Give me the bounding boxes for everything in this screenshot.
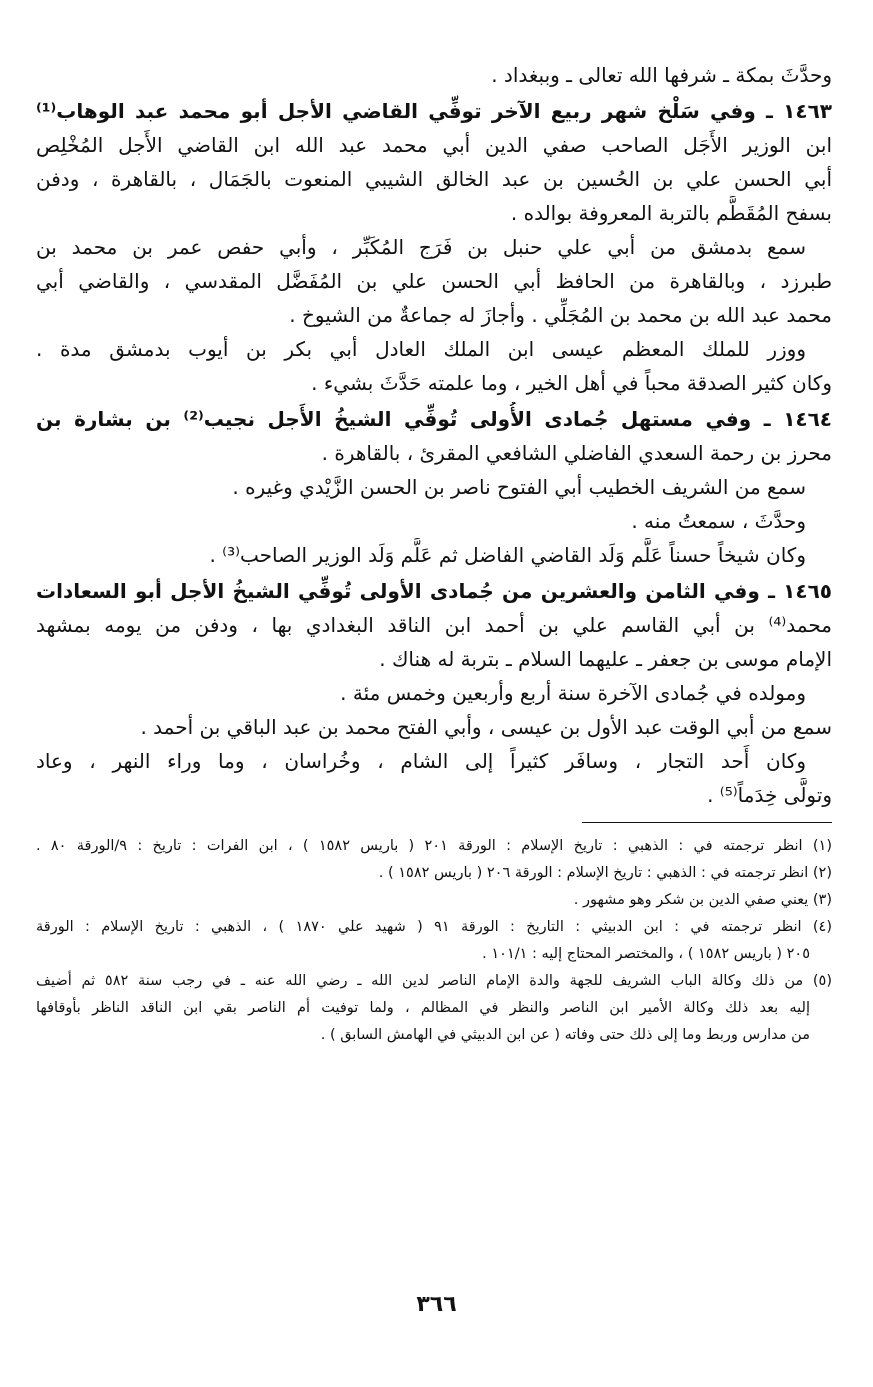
footnote-5: (٥) من ذلك وكالة الباب الشريف للجهة والدة الإمام الناصر لدين الله ـ رضي الله عنه ـ في رجب سنة ٥٨٢ ثم أضيف bbox=[36, 973, 832, 989]
text-line: سمع بدمشق من أبي علي حنبل بن فَرَج المُكَبِّر ، وأبي حفص عمر بن محمد بن bbox=[36, 235, 806, 259]
footnote-5-continued: من مدارس وربط وما إلى ذلك حتى وفاته ( عن ابن الدبيثي في الهامش السابق ) . bbox=[320, 1027, 810, 1043]
text-line: وكان أَحد التجار ، وسافَر كثيراً إلى الشام ، وخُراسان ، وما وراء النهر ، وعاد bbox=[36, 749, 806, 773]
book-page bbox=[36, 58, 832, 1049]
text-line: ابن الوزير الأَجَل الصاحب صفي الدين أبي محمد عبد الله ابن القاضي الأَجل المُخْلِص bbox=[36, 133, 832, 157]
footnote-4-continued: ٢٠٥ ( باريس ١٥٨٢ ) ، والمختصر المحتاج إليه : ١٠١/١ . bbox=[482, 946, 810, 962]
page-number: ٣٦٦ bbox=[416, 1292, 457, 1317]
text-line: محمد⁽⁴⁾ بن أبي القاسم علي بن أحمد ابن الناقد البغدادي بها ، ودفن من يومه بمشهد bbox=[36, 613, 832, 637]
text-line: محمد عبد الله بن محمد بن المُجَلِّي . وأجازَ له جماعةٌ من الشيوخ . bbox=[289, 303, 832, 327]
text-line: وحدَّثَ ، سمعتُ منه . bbox=[631, 509, 806, 533]
footnote-2: (٢) انظر ترجمته في : الذهبي : تاريخ الإسلام : الورقة ٢٠٦ ( باريس ١٥٨٢ ) . bbox=[378, 865, 832, 881]
text-line: وكان كثير الصدقة محباً في أهل الخير ، وما علمته حَدَّثَ بشيء . bbox=[311, 371, 832, 395]
text-line: سمع من الشريف الخطيب أبي الفتوح ناصر بن الحسن الزَّيْدي وغيره . bbox=[232, 475, 806, 499]
footnote-5-continued: إليه بعد ذلك وكالة الأمير ابن الناصر والنظر في المظالم ، ولما توفيت أم الناصر بقي ابن الناقد الناظر بأوقافها bbox=[36, 1000, 810, 1016]
footnote-3: (٣) يعني صفي الدين بن شكر وهو مشهور . bbox=[573, 892, 832, 908]
text-line: وتولَّى خِدَماً⁽⁵⁾ . bbox=[707, 783, 832, 807]
text-line: وحدَّثَ بمكة ـ شرفها الله تعالى ـ وببغداد . bbox=[491, 63, 832, 87]
text-line: طبرزد ، وبالقاهرة من الحافظ أبي الحسن علي بن المُفَضَّل المقدسي ، والقاضي أبي bbox=[36, 269, 832, 293]
text-line: ووزر للملك المعظم عيسى ابن الملك العادل أبي بكر بن أيوب بدمشق مدة . bbox=[36, 337, 806, 361]
text-line: وكان شيخاً حسناً عَلَّم وَلَد القاضي الفاضل ثم عَلَّم وَلَد الوزير الصاحب⁽³⁾ . bbox=[209, 543, 806, 567]
entry-1464-heading: ١٤٦٤ ـ وفي مستهل جُمادى الأُولى تُوفِّي الشيخُ الأَجل نجيب⁽²⁾ بن بشارة بن bbox=[36, 407, 832, 431]
text-line: محرز بن رحمة السعدي الفاضلي الشافعي المقرئ ، بالقاهرة . bbox=[321, 441, 832, 465]
entry-1465-heading: ١٤٦٥ ـ وفي الثامن والعشرين من جُمادى الأولى تُوفِّي الشيخُ الأجل أبو السعادات bbox=[36, 579, 832, 603]
text-line: ومولده في جُمادى الآخرة سنة أربع وأربعين وخمس مئة . bbox=[340, 681, 806, 705]
text-line: سمع من أبي الوقت عبد الأول بن عيسى ، وأبي الفتح محمد بن عبد الباقي بن أحمد . bbox=[140, 715, 832, 739]
footnote-1: (١) انظر ترجمته في : الذهبي : تاريخ الإسلام : الورقة ٢٠١ ( باريس ١٥٨٢ ) ، ابن الفرات : تاريخ : ٩/الورقة ٨٠ . bbox=[36, 838, 832, 854]
footnote-4: (٤) انظر ترجمته في : ابن الدبيثي : التاريخ : الورقة ٩١ ( شهيد علي ١٨٧٠ ) ، الذهبي : تاريخ الإسلام : الورقة bbox=[36, 919, 832, 935]
text-line: بسفح المُقَطَّم بالتربة المعروفة بوالده . bbox=[510, 201, 832, 225]
text-line: أبي الحسن علي بن الحُسين بن عبد الخالق الشيبي المنعوت بالجَمَال ، بالقاهرة ، ودفن bbox=[36, 167, 832, 191]
text-line: الإمام موسى بن جعفر ـ عليهما السلام ـ بتربة له هناك . bbox=[379, 647, 832, 671]
footnote-separator bbox=[582, 822, 832, 823]
entry-1463-heading: ١٤٦٣ ـ وفي سَلْخ شهر ربيع الآخر توفِّي القاضي الأجل أبو محمد عبد الوهاب⁽¹⁾ bbox=[36, 99, 832, 123]
